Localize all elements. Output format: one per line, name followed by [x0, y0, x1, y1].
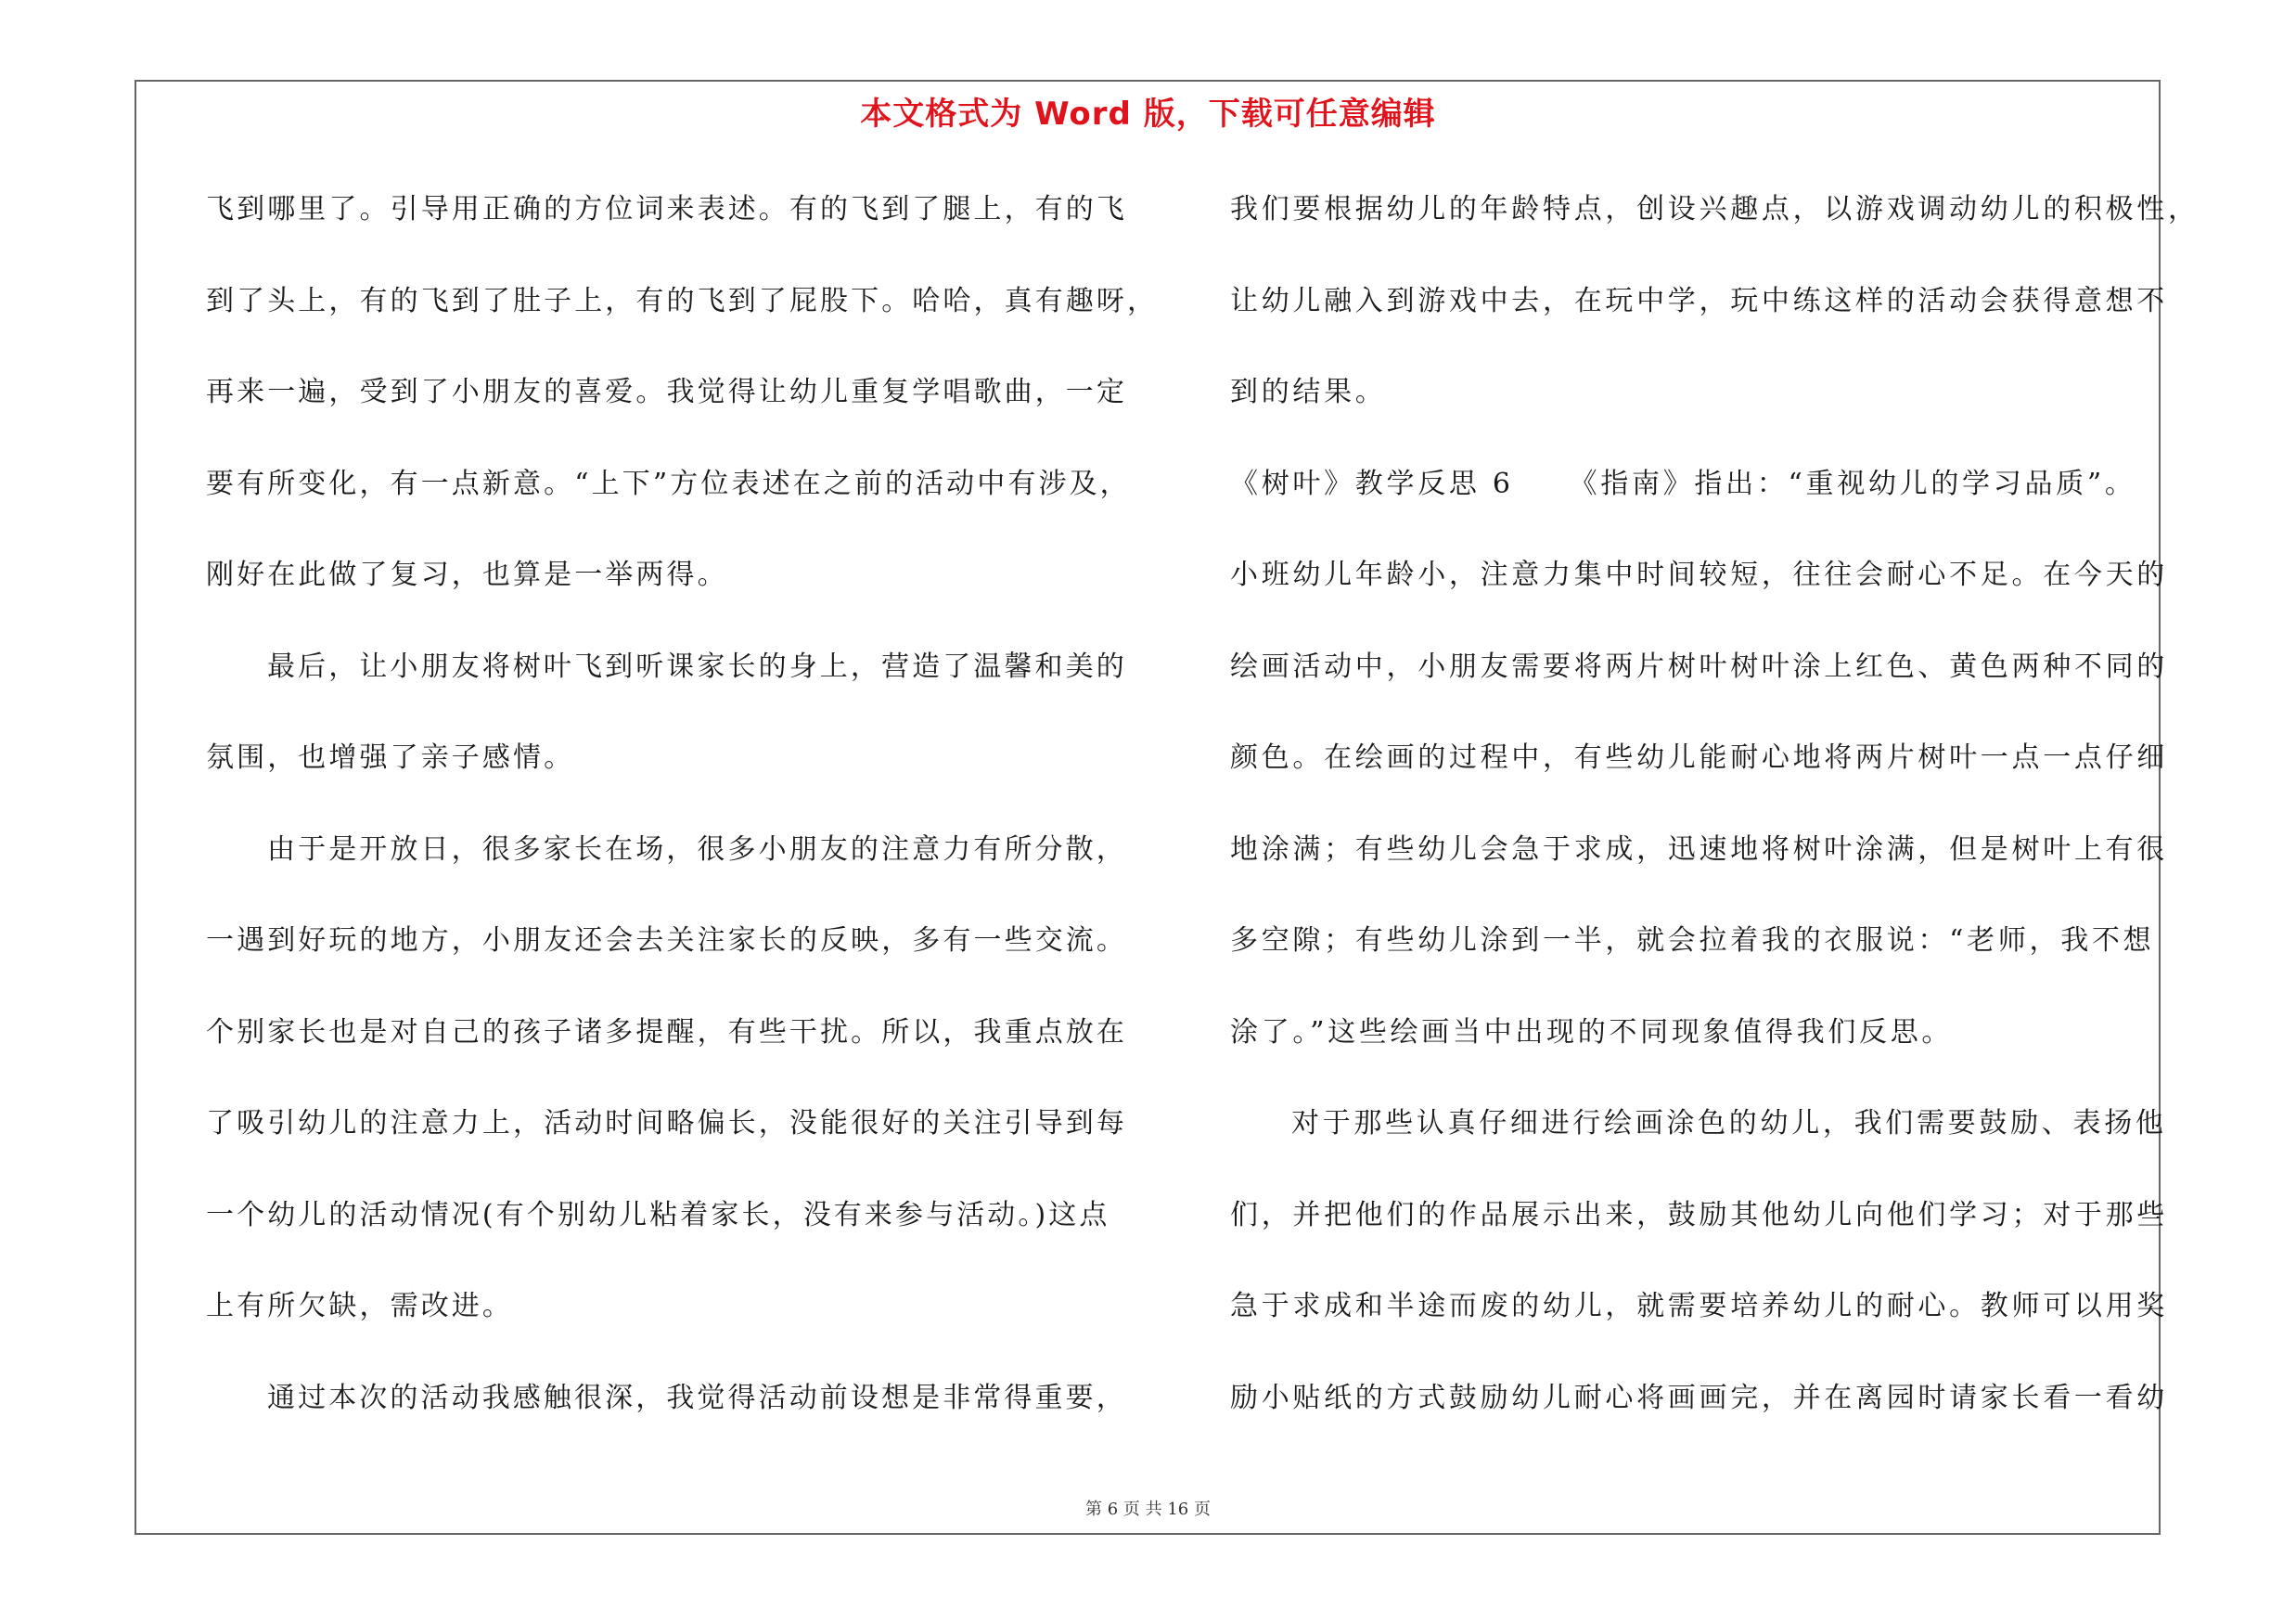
word-format-banner: 本文格式为 Word 版，下载可任意编辑 [860, 96, 1436, 133]
page-number: 第 6 页 共 16 页 [1085, 1500, 1211, 1519]
text-line: 要有所变化，有一点新意。“上下”方位表述在之前的活动中有涉及， [206, 467, 1131, 500]
section-heading-line [1230, 460, 2163, 552]
text-line: 涂了。”这些绘画当中出现的不同现象值得我们反思。 [1230, 1015, 1954, 1049]
text-line: 到了头上，有的飞到了肚子上，有的飞到了屁股下。哈哈，真有趣呀， [206, 284, 1159, 317]
text-line: 让幼儿融入到游戏中去，在玩中学，玩中练这样的活动会获得意想不 [1230, 284, 2168, 317]
text-line: 地涂满；有些幼儿会急于求成，迅速地将树叶涂满，但是树叶上有很 [1230, 832, 2168, 866]
text-line: 多空隙；有些幼儿涂到一半，就会拉着我的衣服说：“老师，我不想 [1230, 924, 2155, 957]
text-line: 绘画活动中，小朋友需要将两片树叶树叶涂上红色、黄色两种不同的 [1230, 650, 2168, 683]
text-line: 励小贴纸的方式鼓励幼儿耐心将画画完，并在离园时请家长看一看幼 [1230, 1381, 2168, 1414]
text-line: 上有所欠缺，需改进。 [206, 1290, 513, 1322]
text-line: 小班幼儿年龄小，注意力集中时间较短，往往会耐心不足。在今天的 [1230, 559, 2168, 591]
text-line: 个别家长也是对自己的孩子诸多提醒，有些干扰。所以，我重点放在 [206, 1015, 1127, 1049]
text-line: 一遇到好玩的地方，小朋友还会去关注家长的反映，多有一些交流。 [206, 924, 1127, 957]
text-line: 氛围，也增强了亲子感情。 [206, 741, 575, 774]
left-text-column [206, 186, 1159, 1465]
paragraph-start-line: 对于那些认真仔细进行绘画涂色的幼儿，我们需要鼓励、表扬他 [1291, 1107, 2167, 1140]
section-lead: 《指南》指出：“重视幼儿的学习品质”。 [1569, 467, 2136, 500]
text-line: 急于求成和半途而废的幼儿，就需要培养幼儿的耐心。教师可以用奖 [1230, 1290, 2168, 1322]
paragraph-start-line: 由于是开放日，很多家长在场，很多小朋友的注意力有所分散， [267, 832, 1127, 866]
text-line: 到的结果。 [1230, 376, 1387, 408]
text-line: 颜色。在绘画的过程中，有些幼儿能耐心地将两片树叶一点一点仔细 [1230, 741, 2168, 774]
text-line: 我们要根据幼儿的年龄特点，创设兴趣点，以游戏调动幼儿的积极性， [1230, 193, 2200, 225]
text-line: 一个幼儿的活动情况(有个别幼儿粘着家长，没有来参与活动。)这点 [206, 1198, 1110, 1231]
paragraph-start-line: 最后，让小朋友将树叶飞到听课家长的身上，营造了温馨和美的 [267, 650, 1127, 683]
text-line: 了吸引幼儿的注意力上，活动时间略偏长，没能很好的关注引导到每 [206, 1107, 1127, 1140]
text-line: 飞到哪里了。引导用正确的方位词来表述。有的飞到了腿上，有的飞 [206, 193, 1127, 225]
paragraph-start-line: 通过本次的活动我感触很深，我觉得活动前设想是非常得重要， [267, 1381, 1127, 1414]
right-text-column [1230, 186, 2200, 1465]
text-line: 刚好在此做了复习，也算是一举两得。 [206, 559, 728, 591]
text-line: 们，并把他们的作品展示出来，鼓励其他幼儿向他们学习；对于那些 [1230, 1198, 2168, 1231]
text-line: 再来一遍，受到了小朋友的喜爱。我觉得让幼儿重复学唱歌曲，一定 [206, 376, 1127, 408]
section-title: 《树叶》教学反思 6 [1230, 467, 1514, 500]
